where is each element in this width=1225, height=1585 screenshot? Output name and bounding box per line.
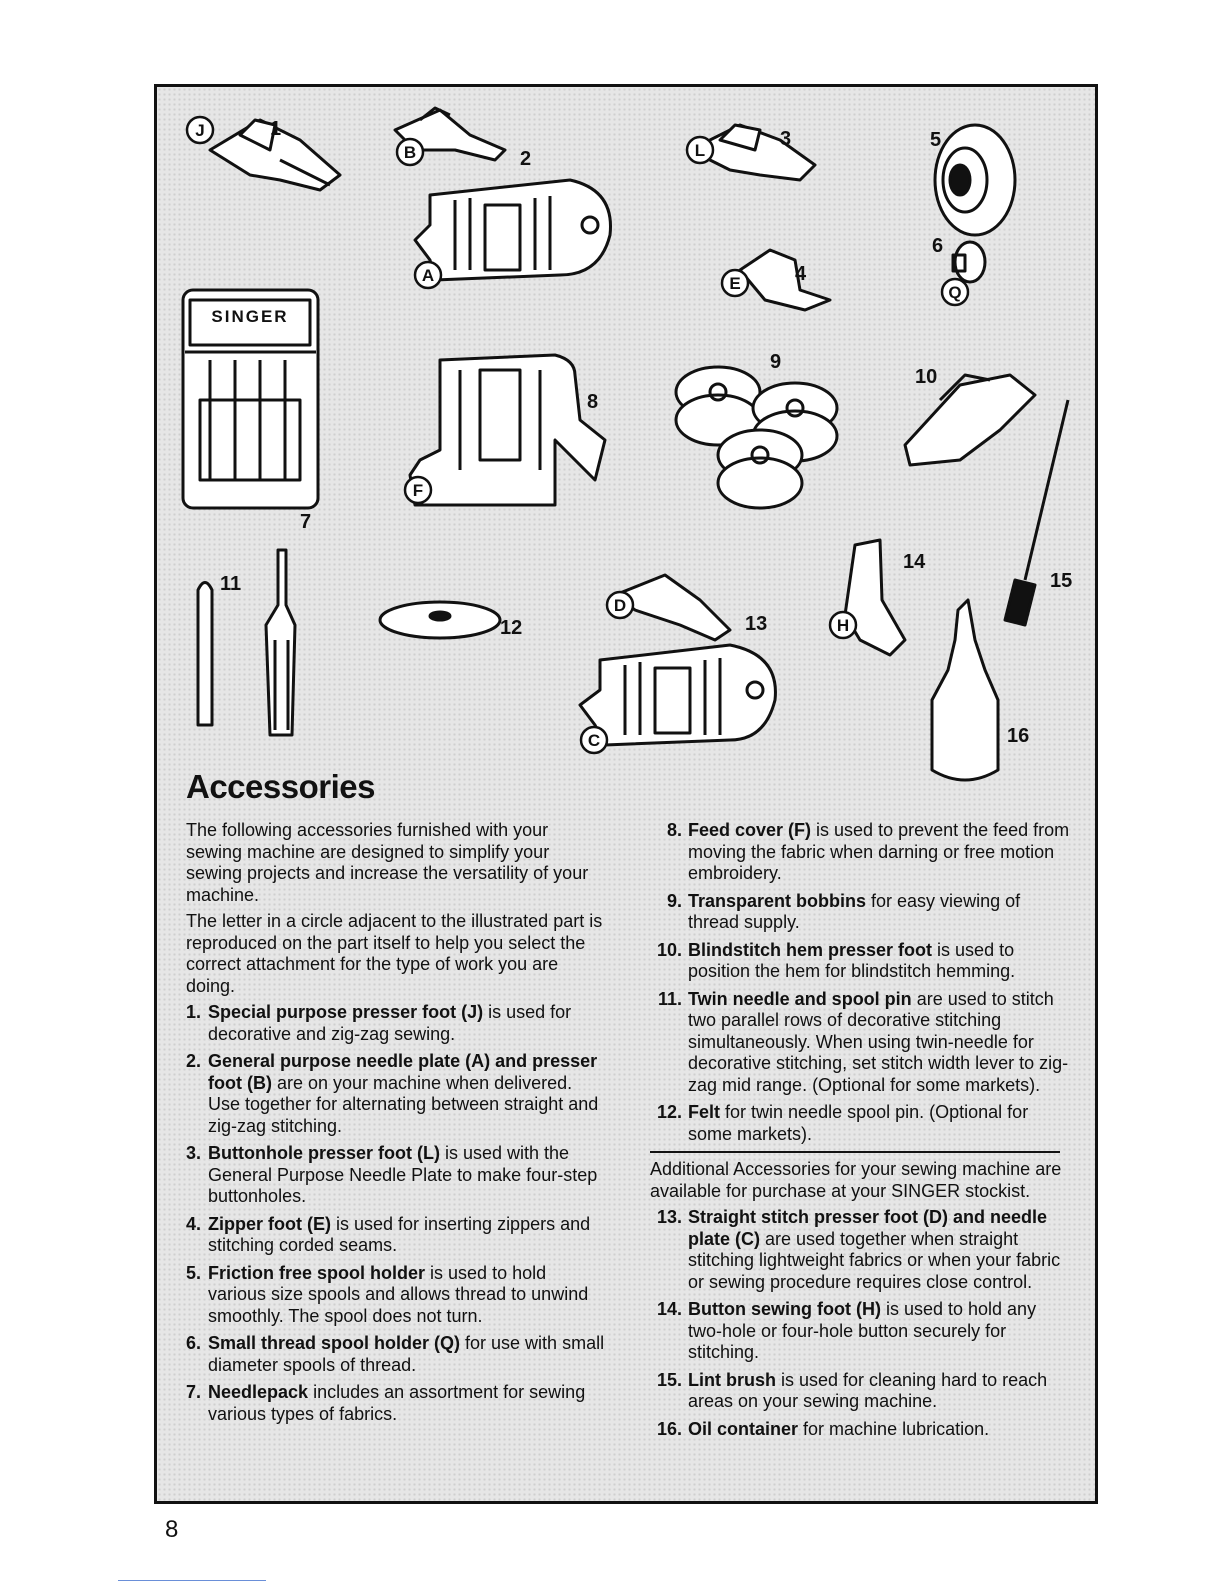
letter-d: D xyxy=(613,596,627,615)
zipper-foot-icon xyxy=(740,250,830,310)
list-item: 4. Zipper foot (E) is used for inserting zippers and stitching corded seams. xyxy=(186,1213,591,1255)
accessory-list-additional xyxy=(650,1207,1070,1440)
footer-rule xyxy=(118,1580,266,1581)
letter-a: A xyxy=(421,266,435,285)
list-item: 16. Oil container for machine lubrication. xyxy=(656,1418,990,1439)
additional-intro: Additional Accessories for your sewing machine are available for purchase at your SINGER stockist. xyxy=(650,1159,1062,1201)
needlepack-brand: SINGER xyxy=(211,307,289,326)
label-14: 14 xyxy=(903,551,926,573)
letter-l: L xyxy=(694,141,706,160)
list-item: 5. Friction free spool holder is used to hold various size spools and allows thread to unwind smoothly. The spool does not turn. xyxy=(186,1262,589,1326)
list-item: 1. Special purpose presser foot (J) is used for decorative and zig-zag sewing. xyxy=(186,1002,572,1044)
left-column xyxy=(186,820,606,1431)
letter-q: Q xyxy=(948,283,962,302)
label-9: 9 xyxy=(770,351,782,373)
letter-f: F xyxy=(412,481,424,500)
list-item: 12. Felt for twin needle spool pin. (Optional for some markets). xyxy=(656,1102,1029,1144)
small-spool-holder-icon xyxy=(953,242,985,282)
label-13: 13 xyxy=(745,613,768,635)
label-3: 3 xyxy=(780,128,792,150)
needle-plate-c-icon xyxy=(580,645,775,745)
twin-needle-spool-pin-icon xyxy=(198,550,295,735)
spool-holder-icon xyxy=(935,125,1015,235)
button-sewing-foot-icon xyxy=(845,540,905,655)
list-item: 9. Transparent bobbins for easy viewing of thread supply. xyxy=(666,890,1021,932)
label-10: 10 xyxy=(915,366,938,388)
intro-paragraph-2: The letter in a circle adjacent to the illustrated part is reproduced on the part itself to help you select the correct attachment for the type of work you are doing. xyxy=(186,911,603,996)
label-6: 6 xyxy=(932,235,944,257)
label-12: 12 xyxy=(500,617,523,639)
feed-cover-icon xyxy=(410,355,605,505)
needle-plate-a-icon xyxy=(415,180,611,280)
list-item: 7. Needlepack includes an assortment for sewing various types of fabrics. xyxy=(186,1382,586,1424)
list-item: 13. Straight stitch presser foot (D) and needle plate (C) are used together when straight stitching lightweight fabrics or when your fabric or sewing procedure requires close control. xyxy=(656,1207,1061,1292)
page-number: 8 xyxy=(165,1516,179,1543)
label-8: 8 xyxy=(587,391,599,413)
letter-e: E xyxy=(729,274,741,293)
letter-b: B xyxy=(403,143,417,162)
letter-c: C xyxy=(587,731,601,750)
label-2: 2 xyxy=(520,148,532,170)
section-divider xyxy=(650,1151,1060,1153)
label-5: 5 xyxy=(930,129,942,151)
label-11: 11 xyxy=(220,573,242,595)
right-column xyxy=(650,820,1070,1446)
bobbins-icon xyxy=(676,367,837,508)
list-item: 11. Twin needle and spool pin are used to stitch two parallel rows of decorative stitching simultaneously. When using twin-needle for decorative stitching, set stitch width lever to zig-zag mid range. (Optional for some markets). xyxy=(657,988,1069,1095)
list-item: 14. Button sewing foot (H) is used to hold any two-hole or four-hole button securely for stitching. xyxy=(656,1299,1037,1362)
felt-icon xyxy=(380,602,500,638)
page-heading: Accessories xyxy=(186,768,375,805)
letter-h: H xyxy=(836,616,850,635)
list-item: 8. Feed cover (F) is used to prevent the feed from moving the fabric when darning or free motion embroidery. xyxy=(666,820,1070,883)
accessory-list-left xyxy=(186,1002,606,1425)
list-item: 10. Blindstitch hem presser foot is used to position the hem for blindstitch hemming. xyxy=(656,939,1016,981)
list-item: 2. General purpose needle plate (A) and presser foot (B) are on your machine when delivered. Use together for alternating between straight and zig-zag stitching. xyxy=(186,1051,599,1136)
blindstitch-foot-icon xyxy=(905,375,1035,465)
label-16: 16 xyxy=(1007,725,1030,747)
intro-paragraph-1: The following accessories furnished with your sewing machine are designed to simplify your sewing projects and increase the versatility of your machine. xyxy=(186,820,589,905)
label-4: 4 xyxy=(795,263,807,285)
label-1: 1 xyxy=(270,118,282,140)
accessory-list-right xyxy=(650,820,1070,1145)
label-15: 15 xyxy=(1050,570,1073,592)
oil-container-icon xyxy=(932,600,998,780)
list-item: 6. Small thread spool holder (Q) for use with small diameter spools of thread. xyxy=(186,1333,605,1375)
list-item: 3. Buttonhole presser foot (L) is used with the General Purpose Needle Plate to make four-step buttonholes. xyxy=(186,1143,598,1206)
label-7: 7 xyxy=(300,511,312,533)
list-item: 15. Lint brush is used for cleaning hard to reach areas on your sewing machine. xyxy=(656,1369,1048,1411)
letter-j: J xyxy=(195,121,205,140)
